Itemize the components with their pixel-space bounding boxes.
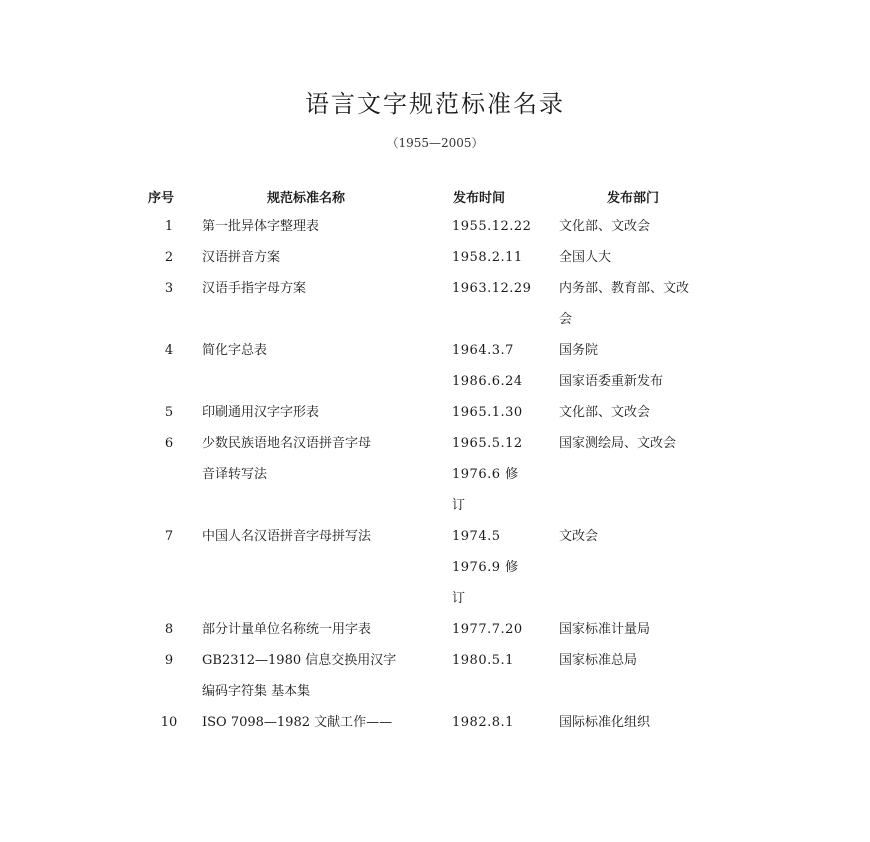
row-index: 6: [164, 436, 174, 451]
header-name: 规范标准名称: [267, 191, 346, 206]
row-date-line: 1963.12.29: [452, 281, 532, 296]
row-name: [202, 645, 452, 707]
row-dept: [559, 397, 739, 428]
row-date: [452, 211, 559, 242]
table-row: [136, 273, 739, 335]
row-name: [202, 335, 452, 397]
row-date: [452, 707, 559, 738]
row-dept-line: 国家测绘局、文改会: [559, 436, 677, 451]
row-date-line: 1974.5: [452, 529, 501, 544]
row-date: [452, 521, 559, 614]
row-name: [202, 428, 452, 521]
row-index: 9: [164, 653, 174, 668]
table-row: [136, 707, 739, 738]
row-date-line: 1958.2.11: [452, 250, 523, 265]
row-dept: [559, 614, 739, 645]
row-date: [452, 645, 559, 707]
row-dept: [559, 211, 739, 242]
header-index: 序号: [148, 191, 175, 206]
row-dept: [559, 521, 739, 614]
row-name-line: 汉语拼音方案: [202, 250, 281, 265]
row-date-line: 1976.9 修: [452, 560, 519, 575]
date-range-subtitle: （1955—2005）: [386, 136, 484, 150]
table-row: [136, 211, 739, 242]
row-date: [452, 428, 559, 521]
table-row: [136, 614, 739, 645]
row-date: [452, 273, 559, 335]
row-date: [452, 335, 559, 397]
row-name: [202, 397, 452, 428]
row-name: [202, 211, 452, 242]
table-row: [136, 645, 739, 707]
row-dept: [559, 273, 739, 335]
row-dept: [559, 335, 739, 397]
row-name-line: ISO 7098—1982 文献工作——: [202, 715, 393, 730]
row-name: [202, 242, 452, 273]
row-date: [452, 242, 559, 273]
row-dept-line: 内务部、教育部、文改: [559, 281, 690, 296]
row-date-line: 1977.7.20: [452, 622, 523, 637]
row-index: 8: [164, 622, 174, 637]
row-name-line: 简化字总表: [202, 343, 268, 358]
row-date-line: 订: [452, 591, 466, 606]
row-index: 10: [160, 715, 178, 730]
row-index: 5: [164, 405, 174, 420]
row-date-line: 1980.5.1: [452, 653, 514, 668]
row-dept-line: 国际标准化组织: [559, 715, 651, 730]
row-dept-line: 文化部、文改会: [559, 219, 651, 234]
row-name-line: 第一批异体字整理表: [202, 219, 320, 234]
row-date-line: 1965.1.30: [452, 405, 523, 420]
row-dept-line: 全国人大: [559, 250, 612, 265]
row-index: 7: [164, 529, 174, 544]
row-dept-line: 文化部、文改会: [559, 405, 651, 420]
row-name: [202, 273, 452, 335]
row-index: 2: [164, 250, 174, 265]
row-name-line: GB2312—1980 信息交换用汉字: [202, 653, 397, 668]
row-dept-line: 国家语委重新发布: [559, 374, 664, 389]
row-dept-line: 文改会: [559, 529, 599, 544]
row-dept: [559, 645, 739, 707]
row-index: 3: [164, 281, 174, 296]
row-dept: [559, 707, 739, 738]
row-date: [452, 397, 559, 428]
row-dept: [559, 242, 739, 273]
row-date-line: 1964.3.7: [452, 343, 514, 358]
row-name-line: 汉语手指字母方案: [202, 281, 307, 296]
row-dept-line: 国务院: [559, 343, 599, 358]
row-dept-line: 会: [559, 312, 573, 327]
table-row: [136, 521, 739, 614]
row-name-line: 印刷通用汉字字形表: [202, 405, 320, 420]
header-dept: 发布部门: [607, 191, 660, 206]
row-date-line: 订: [452, 498, 466, 513]
row-name: [202, 707, 452, 738]
row-date-line: 1986.6.24: [452, 374, 523, 389]
row-name-line: 少数民族语地名汉语拼音字母: [202, 436, 372, 451]
row-index: 1: [164, 219, 174, 234]
row-dept: [559, 428, 739, 521]
table-row: [136, 397, 739, 428]
row-date-line: 1965.5.12: [452, 436, 523, 451]
row-dept-line: 国家标准计量局: [559, 622, 651, 637]
row-name: [202, 521, 452, 614]
table-row: [136, 242, 739, 273]
row-date-line: 1982.8.1: [452, 715, 514, 730]
row-name-line: 编码字符集 基本集: [202, 684, 311, 699]
row-name-line: 部分计量单位名称统一用字表: [202, 622, 372, 637]
row-name-line: 音译转写法: [202, 467, 268, 482]
row-name: [202, 614, 452, 645]
row-date: [452, 614, 559, 645]
page-title: 语言文字规范标准名录: [305, 90, 565, 118]
header-date: 发布时间: [453, 191, 506, 206]
row-dept-line: 国家标准总局: [559, 653, 638, 668]
row-name-line: 中国人名汉语拼音字母拼写法: [202, 529, 372, 544]
row-index: 4: [164, 343, 174, 358]
row-date-line: 1976.6 修: [452, 467, 519, 482]
table-row: [136, 335, 739, 397]
table-row: [136, 428, 739, 521]
standards-table: [136, 211, 739, 738]
row-date-line: 1955.12.22: [452, 219, 532, 234]
